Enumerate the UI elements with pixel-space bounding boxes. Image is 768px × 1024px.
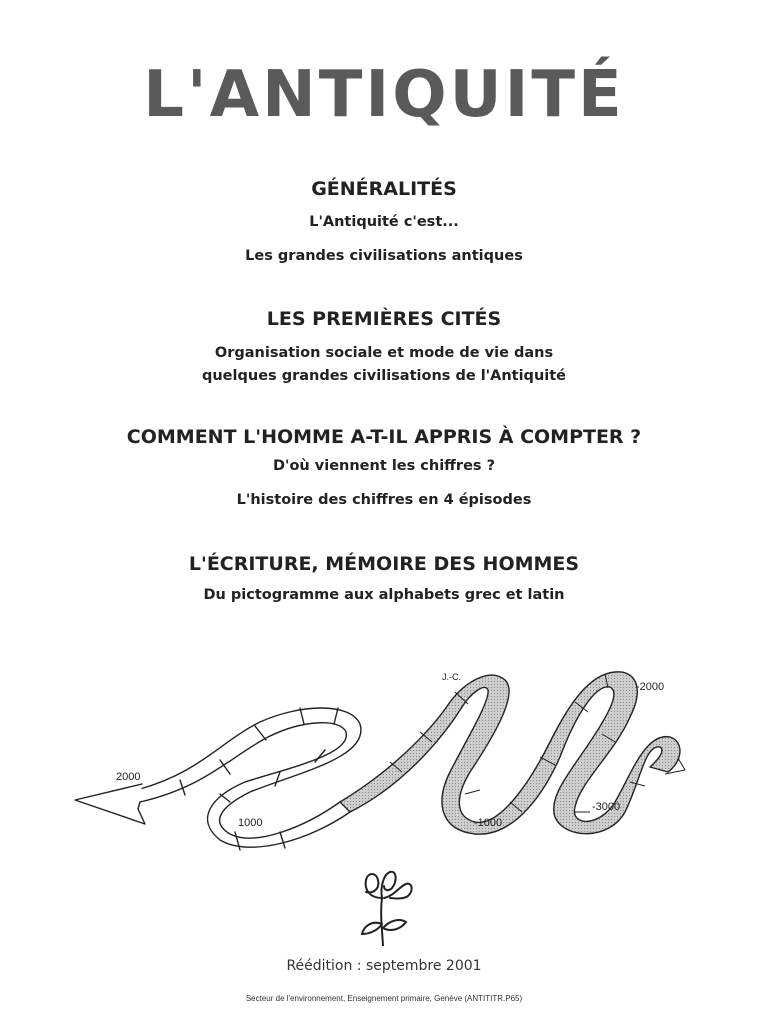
timeline-label-minus-2000: -2000 [636, 681, 665, 693]
section-line: L'Antiquité c'est... [309, 214, 459, 230]
section-heading: LES PREMIÈRES CITÉS [266, 308, 502, 330]
section-line: Du pictogramme aux alphabets grec et latin [203, 587, 565, 603]
timeline-label-minus-3000: -3000 [592, 801, 621, 813]
flower-logo-icon [350, 868, 420, 946]
section-heading: COMMENT L'HOMME A-T-IL APPRIS À COMPTER ? [126, 426, 642, 448]
section-compter [0, 426, 768, 508]
reedition-date: Réédition : septembre 2001 [286, 958, 482, 974]
page-title: L'ANTIQUITÉ [143, 58, 625, 132]
timeline-label-2000: 2000 [116, 771, 141, 783]
section-heading: GÉNÉRALITÉS [311, 178, 457, 200]
timeline-label-minus-1000: -1000 [474, 817, 503, 829]
section-line: L'histoire des chiffres en 4 épisodes [236, 492, 532, 508]
timeline-label-jc: J.-C. [442, 672, 461, 682]
section-heading: L'ÉCRITURE, MÉMOIRE DES HOMMES [188, 553, 580, 575]
section-premieres-cites [0, 308, 768, 388]
section-ecriture [0, 553, 768, 603]
section-generalites [0, 178, 768, 264]
timeline-ribbon-illustration [70, 662, 690, 852]
section-line [0, 342, 768, 388]
section-line: Les grandes civilisations antiques [245, 248, 523, 264]
section-line: D'où viennent les chiffres ? [272, 458, 496, 474]
timeline-label-1000: 1000 [238, 817, 263, 829]
footer-credit: Secteur de l'environnement, Enseignement primaire, Genève (ANTITITR.P65) [245, 994, 523, 1003]
section-line-part: Organisation sociale et mode de vie dans [214, 345, 554, 361]
section-line-part: quelques grandes civilisations de l'Antiquité [201, 368, 566, 384]
